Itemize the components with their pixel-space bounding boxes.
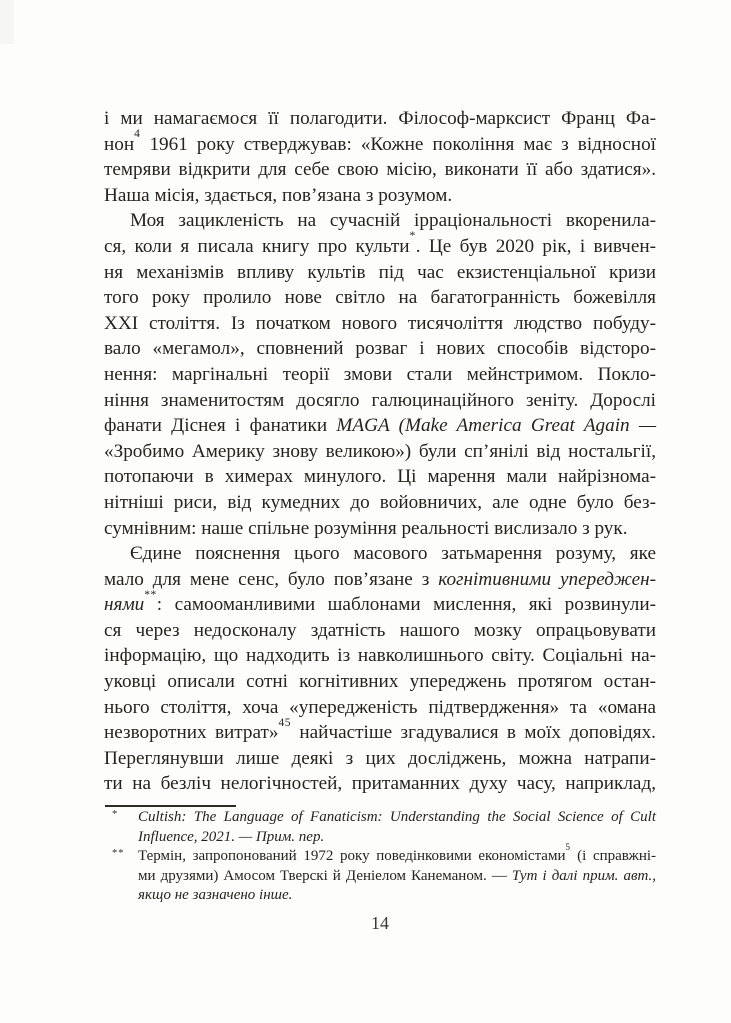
scan-artifact — [0, 0, 14, 44]
page-number: 14 — [371, 913, 389, 933]
text-segment: ніння знаменитостям досягло галюцинаційного зеніту. Дорослі — [104, 389, 656, 411]
text-segment: (і справжні- — [570, 848, 657, 864]
body-line — [104, 230, 656, 260]
body-line — [104, 618, 656, 644]
body-line — [104, 183, 656, 209]
footnote-line — [138, 886, 656, 906]
body-line — [104, 588, 656, 618]
text-segment: XXI століття. Із початком нового тисячоліття людство побуду- — [104, 312, 656, 334]
text-segment: незворотних витрат» — [104, 722, 279, 744]
footnote-line — [138, 841, 657, 867]
footnote-marker: * — [112, 809, 119, 820]
text-segment-italic: MAGA (Make America Great Again — — [336, 415, 657, 437]
text-segment: Переглянувши лише деякі з цих досліджень, можна натрапи- — [104, 747, 656, 769]
body-line — [104, 541, 656, 567]
text-segment: нітніші риси, від кумедних до войовничих, але одне було без- — [104, 491, 656, 513]
body-line — [104, 157, 656, 183]
footnote-ref: 4 — [134, 128, 141, 141]
text-segment: Наша місія, здається, пов’язана з розумом. — [104, 184, 453, 206]
text-segment: : самооманливими шаблонами мислення, які розвинули- — [156, 594, 656, 616]
body-line — [104, 516, 656, 542]
text-segment: нон — [104, 133, 135, 155]
text-segment: «Зробимо Америку знову великою») були сп’янілі від ностальгії, — [104, 440, 656, 462]
text-segment: ся через недосконалу здатність нашого мозку опрацьовувати — [104, 619, 656, 641]
text-segment-italic: Тут і далі прим. авт., — [511, 867, 656, 884]
body-line — [104, 567, 656, 593]
body-line — [104, 208, 656, 234]
body-text — [104, 106, 656, 797]
body-line — [104, 413, 656, 439]
footnote-ref: 5 — [565, 841, 571, 852]
text-segment: . Це був 2020 рік, і вивчен- — [415, 235, 656, 257]
footnote-ref: * — [409, 230, 416, 243]
footnote-line — [138, 808, 656, 828]
text-segment: 1961 року стверджував: «Кожне покоління має з відносної — [140, 133, 656, 155]
text-segment: нього століття, хоча «упередженість підтвердження» та «омана — [104, 696, 656, 718]
text-segment-italic: Influence, 2021. — Прим. пер. — [138, 828, 325, 845]
text-segment: уковці описали сотні когнітивних упереджень протягом остан- — [104, 671, 656, 693]
text-segment: і ми намагаємося її полагодити. Філософ-марксист Франц Фа- — [104, 108, 656, 129]
body-line — [104, 490, 656, 516]
body-line — [104, 106, 656, 132]
text-segment: вало «мегамол», сповнений розваг і нових способів відсторо- — [104, 338, 656, 360]
text-segment: Термін, запропонований 1972 року поведінковими економістами — [138, 848, 566, 864]
body-line — [104, 128, 656, 158]
body-line — [104, 260, 656, 286]
footnote — [112, 808, 656, 847]
text-segment: Моя зацикленість на сучасній ірраціональності вкоренила- — [130, 210, 656, 232]
body-line — [104, 464, 656, 490]
body-line — [104, 362, 656, 388]
footnote-line — [138, 867, 656, 887]
body-line — [104, 716, 656, 746]
text-segment-italic: нями — [104, 594, 145, 616]
body-line — [104, 669, 656, 695]
text-segment: сумнівним: наше спільне розуміння реальності вислизало з рук. — [104, 517, 628, 539]
text-segment: інформацію, що надходить із навколишнього світу. Соціальні на- — [104, 645, 656, 667]
text-segment: ти на безліч нелогічностей, притаманних духу часу, наприклад, — [104, 773, 656, 795]
text-segment: найчастіше згадувалися в моїх доповідях. — [291, 722, 656, 744]
body-line — [104, 336, 656, 362]
body-line — [104, 695, 656, 721]
footnotes — [112, 808, 656, 906]
footnote — [112, 841, 657, 906]
footnote-marker: ** — [112, 848, 125, 859]
text-segment: ми друзями) Амосом Тверскі й Деніелом Канеманом. — — [138, 867, 512, 884]
body-line — [104, 771, 656, 797]
text-segment: Єдине пояснення цього масового затьмарення розуму, яке — [130, 543, 656, 565]
text-segment: потопаючи в химерах минулого. Ці марення мали найрізнома- — [104, 466, 656, 488]
body-line — [104, 388, 656, 414]
text-segment-italic: Cultish: The Language of Fanaticism: Understanding the Social Science of Cult — [138, 809, 656, 825]
body-line — [104, 285, 656, 311]
body-line — [104, 439, 656, 465]
body-line — [104, 746, 656, 772]
footnote-ref: ** — [144, 588, 157, 601]
body-line — [104, 311, 656, 337]
footnote-separator — [105, 805, 236, 807]
body-line — [104, 643, 656, 669]
text-segment: ся, коли я писала книгу про культи — [104, 235, 410, 257]
footnote-ref: 45 — [278, 716, 292, 729]
text-segment: темряви відкрити для себе свою місію, виконати її або здатися». — [104, 159, 656, 181]
text-segment: мало для мене сенс, було пов’язане з — [104, 568, 439, 590]
text-segment: того року пролило нове світло на багатогранність божевілля — [104, 287, 656, 309]
text-segment: ня механізмів впливу культів під час екзистенціальної кризи — [104, 261, 656, 283]
text-segment: нення: маргінальні теорії змови стали мейнстримом. Покло- — [104, 363, 656, 385]
text-segment-italic: когнітивними упереджен- — [438, 568, 656, 590]
text-segment-italic: якщо не зазначено інше. — [138, 887, 293, 903]
footnote-line — [138, 828, 656, 848]
text-segment: фанати Діснея і фанатики — [104, 415, 337, 437]
